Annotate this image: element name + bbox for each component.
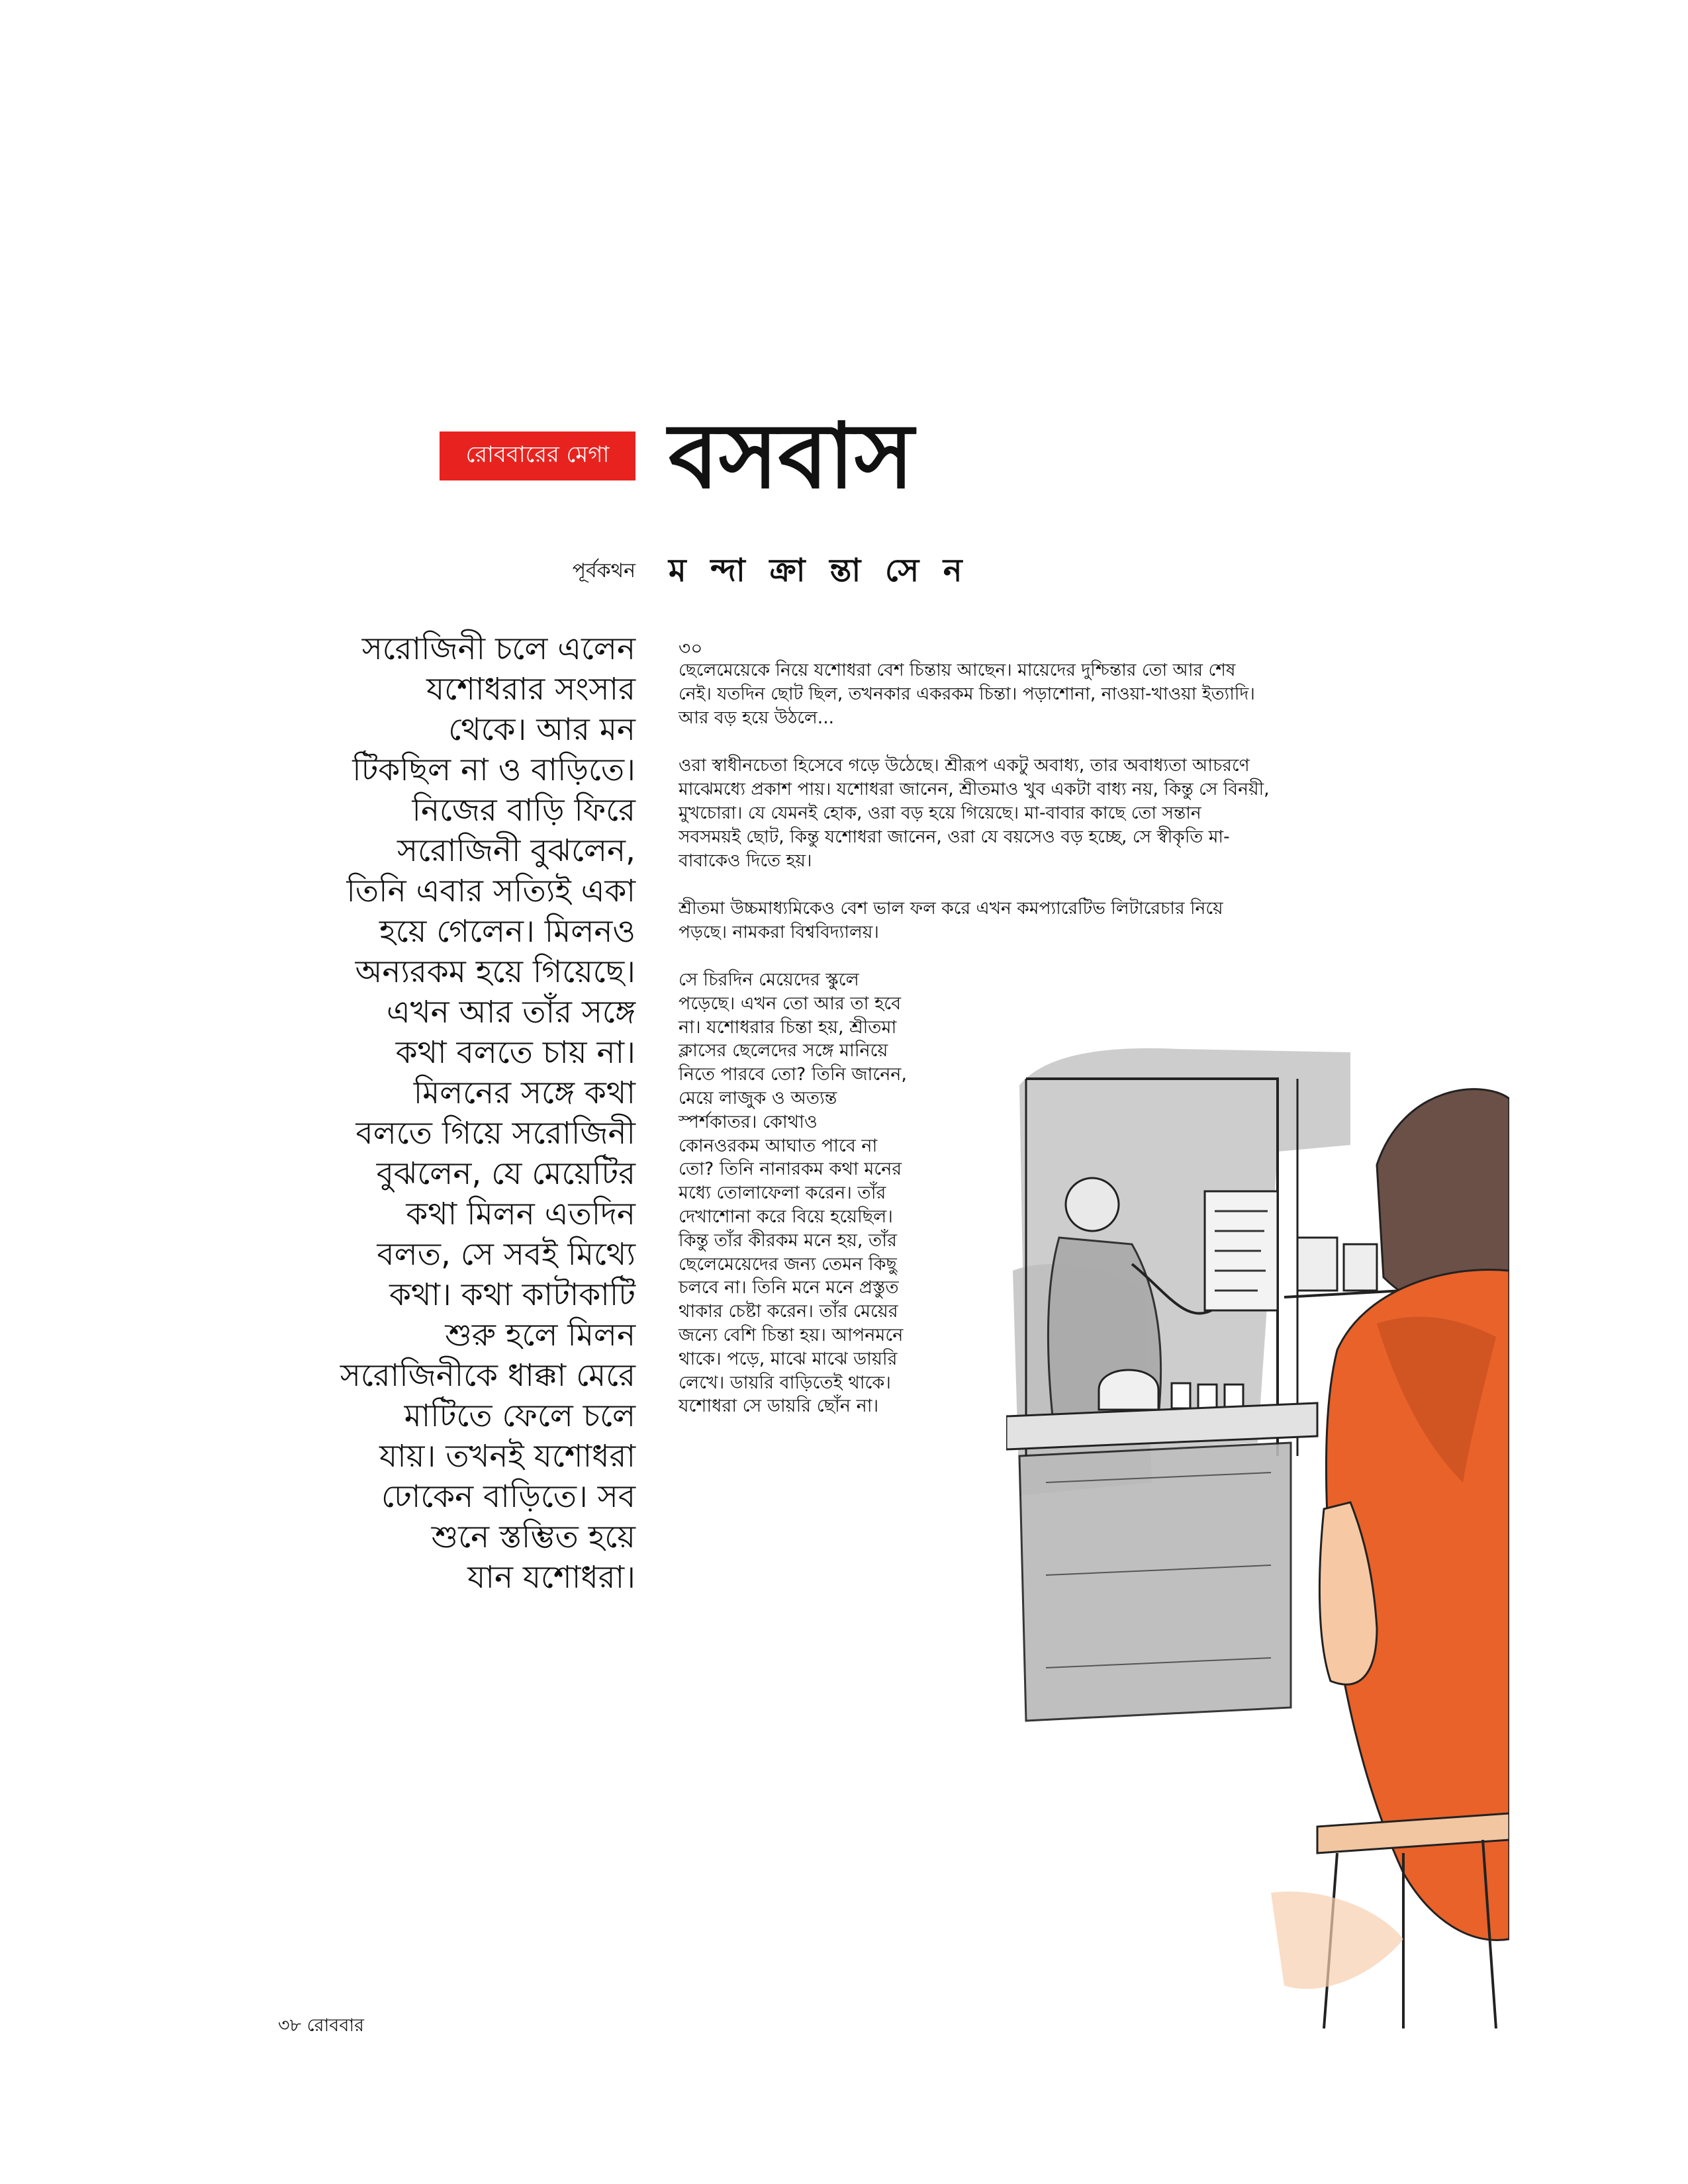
text-line: মুখচোরা। যে যেমনই হোক, ওরা বড় হয়ে গিয়েছে। মা-বাবার কাছে তো সন্তান [679,803,1201,823]
text-line: দেখাশোনা করে বিয়ে হয়েছিল। [679,1206,893,1227]
summary-line: হয়ে গেলেন। মিলনও [379,913,635,950]
summary-line: মাটিতে ফেলে চলে [404,1398,635,1434]
summary-line: বলত, সে সবই মিথ্যে [377,1236,635,1273]
summary-line: শুনে স্তম্ভিত হয়ে [431,1519,635,1555]
story-title: বসবাস [669,404,914,509]
story-illustration [1006,979,1509,2028]
paragraph-3 [679,897,1223,944]
text-line: কিন্তু তাঁর কীরকম মনে হয়, তাঁর [679,1230,897,1251]
paragraph-1 [679,659,1255,730]
summary-line: কথা মিলন এতদিন [406,1196,635,1232]
author-name: ম ন্দা ক্রা ন্তা সে ন [669,552,969,589]
text-line: আর বড় হয়ে উঠলে... [679,707,835,728]
summary-line: ঢোকেন বাড়িতে। সব [381,1479,635,1515]
text-line: ছেলেমেয়েদের জন্য তেমন কিছু [679,1253,897,1275]
text-line: মাঝেমধ্যে প্রকাশ পায়। যশোধরা জানেন, শ্রীতমাও খুব একটা বাধ্য নয়, কিন্তু সে বিনয়ী, [679,779,1270,799]
text-line: চলবে না। তিনি মনে মনে প্রস্তুত [679,1277,899,1298]
summary-line: মিলনের সঙ্গে কথা [413,1075,635,1111]
summary-line: যশোধরার সংসার [426,671,635,707]
text-line: বাবাকেও দিতে হয়। [679,850,812,871]
text-line: তো? তিনি নানারকম কথা মনের [679,1159,902,1180]
summary-line: নিজের বাড়ি ফিরে [412,792,635,829]
summary-line: টিকছিল না ও বাড়িতে। [352,752,635,788]
summary-line: বলতে গিয়ে সরোজিনী [355,1115,635,1152]
summary-line: বুঝলেন, যে মেয়েটির [376,1156,635,1192]
paragraph-4 [679,968,907,1418]
text-line: মধ্যে তোলাফেলা করেন। তাঁর [679,1183,886,1204]
text-line: লেখে। ডায়রি বাড়িতেই থাকে। [679,1372,891,1393]
text-line: সে চিরদিন মেয়েদের স্কুলে [679,970,859,990]
text-line: থাকে। পড়ে, মাঝে মাঝে ডায়রি [679,1348,898,1369]
summary-line: কথা। কথা কাটাকাটি [389,1277,635,1313]
summary-line: সরোজিনীকে ধাক্কা মেরে [340,1357,635,1394]
summary-line: যায়। তখনই যশোধরা [379,1438,635,1475]
summary-line: থেকে। আর মন [448,711,635,748]
text-line: শ্রীতমা উচ্চমাধ্যমিকেও বেশ ভাল ফল করে এখন কমপ্যারেটিভ লিটারেচার নিয়ে [679,898,1223,919]
text-line: সবসময়ই ছোট, কিন্তু যশোধরা জানেন, ওরা যে বয়সেও বড় হচ্ছে, সে স্বীকৃতি মা- [679,827,1230,847]
summary-line: সরোজিনী বুঝলেন, [397,833,635,869]
summary-sidebar [291,629,635,1598]
text-line: ক্লাসের ছেলেদের সঙ্গে মানিয়ে [679,1040,888,1062]
page-folio: ৩৮ রোববার [278,2015,365,2036]
text-line: নেই। যতদিন ছোট ছিল, তখনকার একরকম চিন্তা। পড়াশোনা, নাওয়া-খাওয়া ইত্যাদি। [679,684,1255,704]
text-line: কোনওরকম আঘাত পাবে না [679,1135,878,1156]
text-line: ওরা স্বাধীনচেতা হিসেবে গড়ে উঠেছে। শ্রীরূপ একটু অবাধ্য, তার অবাধ্যতা আচরণে [679,755,1250,776]
text-line: ছেলেমেয়েকে নিয়ে যশোধরা বেশ চিন্তায় আছেন। মায়েদের দুশ্চিন্তার তো আর শেষ [679,660,1236,680]
text-line: পড়ছে। নামকরা বিশ্ববিদ্যালয়। [679,922,879,942]
text-line: না। যশোধরার চিন্তা হয়, শ্রীতমা [679,1017,897,1038]
summary-line: শুরু হলে মিলন [445,1317,635,1353]
prelude-label: পূর্বকথন [572,559,635,582]
summary-line: সরোজিনী চলে এলেন [361,631,635,667]
text-line: থাকার চেষ্টা করেন। তাঁর মেয়ের [679,1301,898,1322]
paragraph-2 [679,754,1270,873]
text-line: পড়েছে। এখন তো আর তা হবে [679,993,902,1014]
summary-line: যান যশোধরা। [467,1559,635,1596]
summary-line: এখন আর তাঁর সঙ্গে [386,994,635,1030]
text-line: মেয়ে লাজুক ও অত্যন্ত [679,1087,837,1109]
kitchen-scene-drawing [1006,979,1509,2028]
summary-line: কথা বলতে চায় না। [395,1034,635,1071]
summary-line: তিনি এবার সত্যিই একা [346,873,635,909]
section-tag: রোববারের মেগা [440,432,635,480]
summary-line: অন্যরকম হয়ে গিয়েছে। [355,954,635,990]
text-line: নিতে পারবে তো? তিনি জানেন, [679,1064,908,1085]
text-line: যশোধরা সে ডায়রি ছোঁন না। [679,1396,879,1417]
text-line: স্পর্শকাতর। কোথাও [679,1111,818,1132]
text-line: জন্যে বেশি চিন্তা হয়। আপনমনে [679,1324,904,1345]
chapter-number: ৩০ [679,637,703,659]
